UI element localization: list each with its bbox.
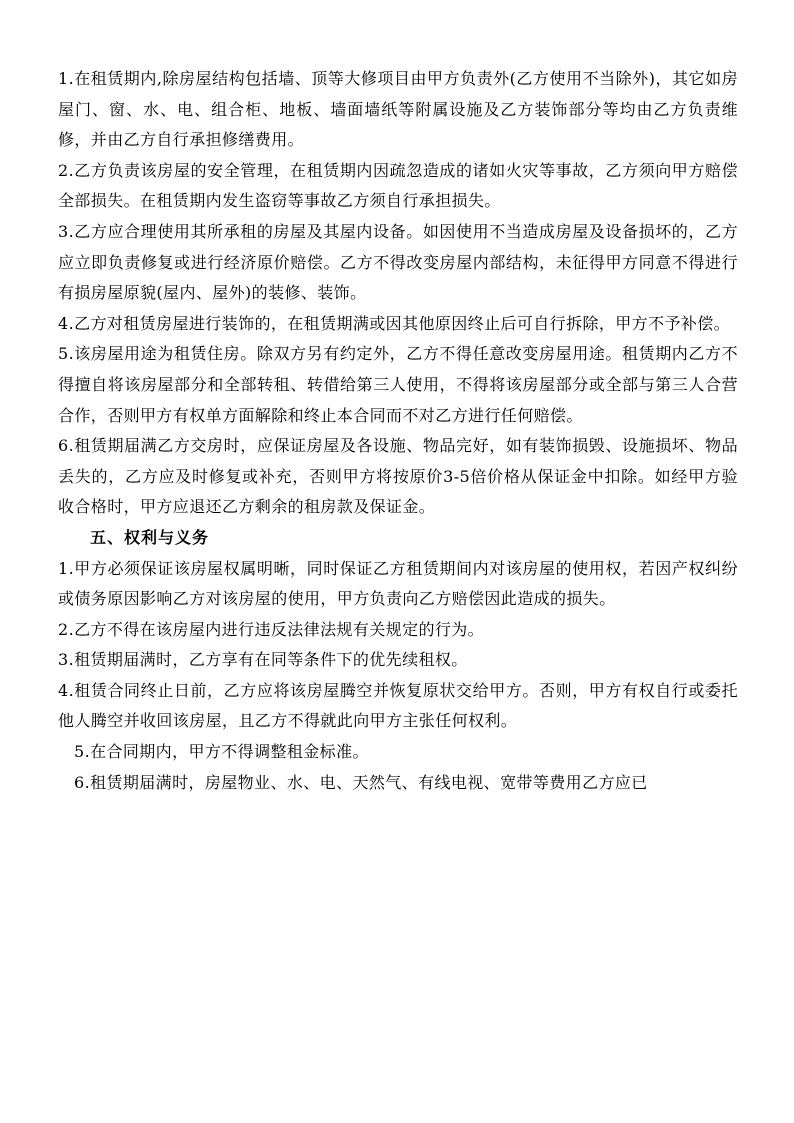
clause-4-3: 3.乙方应合理使用其所承租的房屋及其屋内设备。如因使用不当造成房屋及设备损坏的，乙方应立即负责修复或进行经济原价赔偿。乙方不得改变房屋内部结构，未征得甲方同意不得进行有损房屋原貌(屋内、屋外)的装修、装饰。 xyxy=(58,221,738,303)
clause-5-5: 5.在合同期内，甲方不得调整租金标准。 xyxy=(74,742,369,762)
clause-5-6: 6.租赁期届满时，房屋物业、水、电、天然气、有线电视、宽带等费用乙方应已 xyxy=(74,772,648,792)
clause-5-1: 1.甲方必须保证该房屋权属明晰，同时保证乙方租赁期间内对该房屋的使用权，若因产权纠纷或债务原因影响乙方对该房屋的使用，甲方负责向乙方赔偿因此造成的损失。 xyxy=(58,558,738,609)
clause-4-4: 4.乙方对租赁房屋进行装饰的，在租赁期满或因其他原因终止后可自行拆除，甲方不予补偿。 xyxy=(58,313,731,333)
document-body xyxy=(58,64,738,798)
clause-4-1: 1.在租赁期内,除房屋结构包括墙、顶等大修项目由甲方负责外(乙方使用不当除外)，其它如房屋门、窗、水、电、组合柜、地板、墙面墙纸等附属设施及乙方装饰部分等均由乙方负责维修，并由乙方自行承担修缮费用。 xyxy=(58,69,738,150)
clause-5-2: 2.乙方不得在该房屋内进行违反法律法规有关规定的行为。 xyxy=(58,619,485,639)
clause-5-4: 4.租赁合同终止日前，乙方应将该房屋腾空并恢复原状交给甲方。否则，甲方有权自行或委托他人腾空并收回该房屋，且乙方不得就此向甲方主张任何权利。 xyxy=(58,680,738,731)
clause-4-6: 6.租赁期届满乙方交房时，应保证房屋及各设施、物品完好，如有装饰损毁、设施损坏、物品丢失的，乙方应及时修复或补充，否则甲方将按原价3-5倍价格从保证金中扣除。如经甲方验收合格时，甲方应退还乙方剩余的租房款及保证金。 xyxy=(58,436,738,517)
section-heading-rights-obligations: 五、权利与义务 xyxy=(90,527,210,547)
clause-4-2: 2.乙方负责该房屋的安全管理，在租赁期内因疏忽造成的诸如火灾等事故，乙方须向甲方赔偿全部损失。在租赁期内发生盗窃等事故乙方须自行承担损失。 xyxy=(58,160,738,211)
clause-4-5: 5.该房屋用途为租赁住房。除双方另有约定外，乙方不得任意改变房屋用途。租赁期内乙方不得擅自将该房屋部分和全部转租、转借给第三人使用，不得将该房屋部分或全部与第三人合营合作，否则甲方有权单方面解除和终止本合同而不对乙方进行任何赔偿。 xyxy=(58,344,738,425)
clause-5-3: 3.租赁期届满时，乙方享有在同等条件下的优先续租权。 xyxy=(58,650,468,670)
